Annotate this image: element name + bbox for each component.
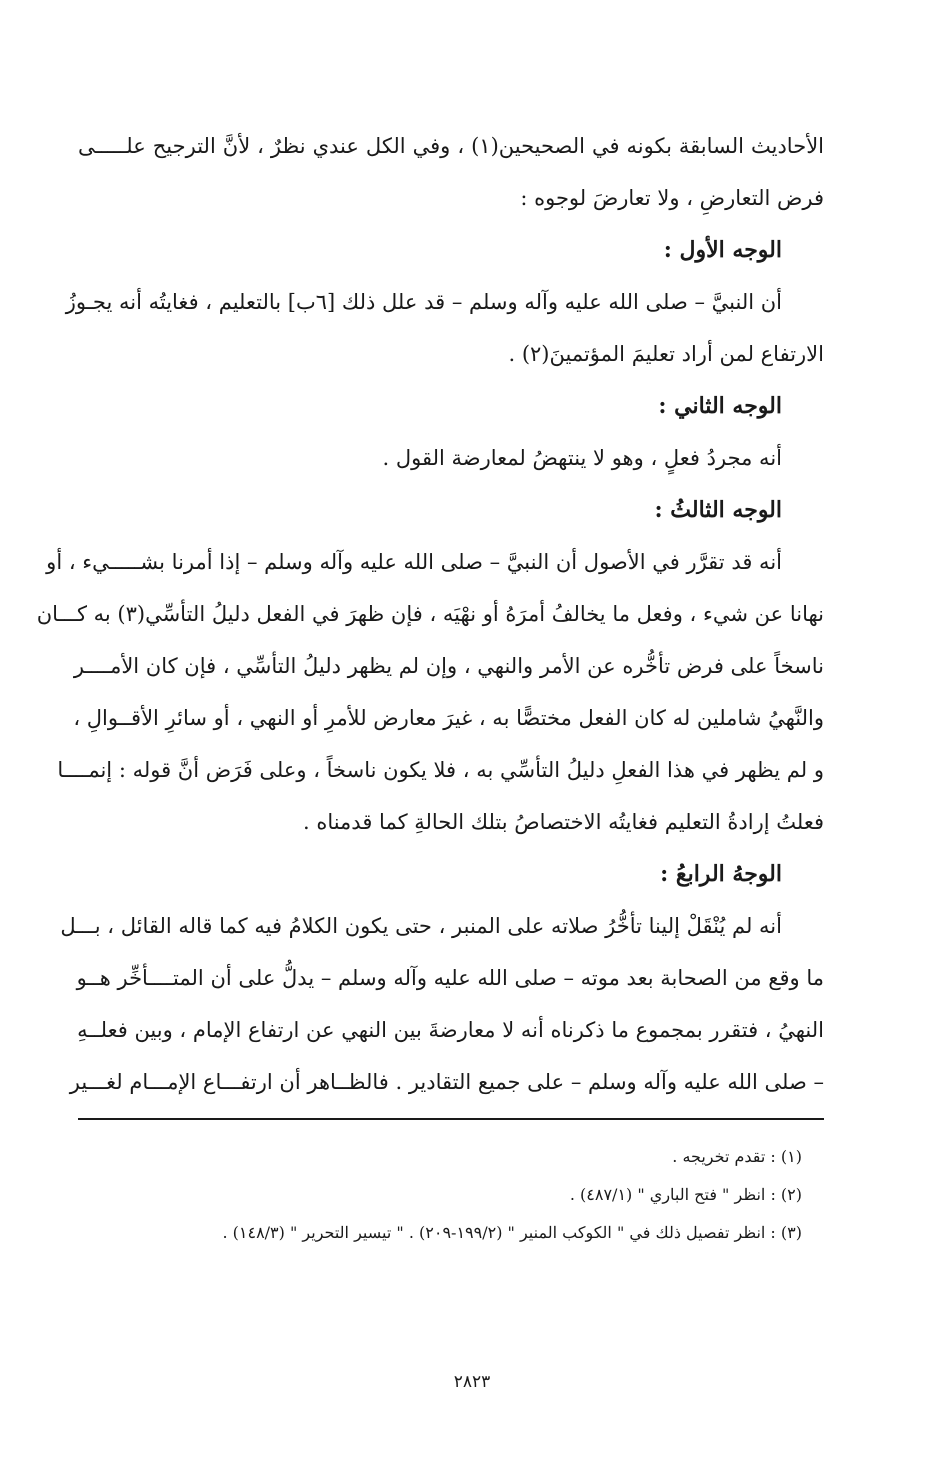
main-text (36, 120, 825, 1108)
text-line: أنه قد تقرَّر في الأصول أن النبيَّ – صلى الله عليه وآله وسلم – إذا أمرنا بشـــــيء ، أو (46, 550, 782, 574)
text-line: الارتفاع لمن أراد تعليمَ المؤتمينَ(٢) . (508, 342, 824, 366)
page-number: ٢٨٢٣ (453, 1372, 491, 1392)
text-line: و لم يظهر في هذا الفعلِ دليلُ التأسِّي به ، فلا يكون ناسخاً ، وعلى فَرَض أنَّ قوله : إنمــــا (57, 758, 824, 782)
section-heading-third: الوجه الثالثُ : (654, 497, 782, 523)
footnote-divider (78, 1118, 824, 1120)
text-line: أن النبيَّ – صلى الله عليه وآله وسلم – قد علل ذلك [٦ب] بالتعليم ، فغايتُه أنه يجـوزُ (65, 290, 782, 314)
section-heading-second: الوجه الثاني : (658, 393, 782, 419)
text-line: نهانا عن شيء ، وفعل ما يخالفُ أمرَهُ أو نهْيَه ، فإن ظهرَ في الفعل دليلُ التأسِّي(٣) به كـــان (36, 602, 824, 626)
text-line: أنه مجردُ فعلٍ ، وهو لا ينتهضُ لمعارضة القول . (382, 446, 782, 470)
text-line: فعلتُ إرادةُ التعليم فغايتُه الاختصاصُ بتلك الحالةِ كما قدمناه . (302, 810, 824, 834)
section-heading-fourth: الوجهُ الرابعُ : (660, 861, 782, 887)
section-heading-first: الوجه الأول : (663, 237, 782, 263)
footnotes (78, 1138, 824, 1252)
text-line: أنه لم يُنْقَلْ إلينا تأخُّرُ صلاته على المنبر ، حتى يكون الكلامُ فيه كما قاله القائل ، بـــل (60, 914, 782, 938)
footnote-2: (٢) : انظر " فتح الباري " (٤٨٧/١) . (569, 1185, 802, 1204)
text-line: فرض التعارضِ ، ولا تعارضَ لوجوه : (520, 186, 824, 210)
text-line: ما وقع من الصحابة بعد موته – صلى الله عليه وآله وسلم – يدلُّ على أن المتــــأخِّر هــو (76, 966, 824, 990)
text-line: النهيُ ، فتقرر بمجموع ما ذكرناه أنه لا معارضةَ بين النهي عن ارتفاع الإمام ، وبين فعلــهِ (77, 1018, 824, 1042)
footnote-3: (٣) : انظر تفصيل ذلك في " الكوكب المنير " (١٩٩/٢-٢٠٩) . " تيسير التحرير " (١٤٨/٣) . (222, 1223, 802, 1242)
text-line: والنَّهيُ شاملين له كان الفعل مختصًّا به ، غيرَ معارض للأمرِ أو النهي ، أو سائرِ الأقــوالِ ، (73, 706, 824, 730)
text-line: الأحاديث السابقة بكونه في الصحيحين(١) ، وفي الكل عندي نظرٌ ، لأنَّ الترجيح علـــــى (78, 134, 825, 158)
text-line: ناسخاً على فرض تأخُّره عن الأمر والنهي ، وإن لم يظهر دليلُ التأسِّي ، فإن كان الأمــــر (73, 654, 824, 678)
text-line: – صلى الله عليه وآله وسلم – على جميع التقادير . فالظــاهر أن ارتفـــاع الإمـــام لغـــير (69, 1070, 824, 1094)
footnote-1: (١) : تقدم تخريجه . (672, 1147, 802, 1166)
